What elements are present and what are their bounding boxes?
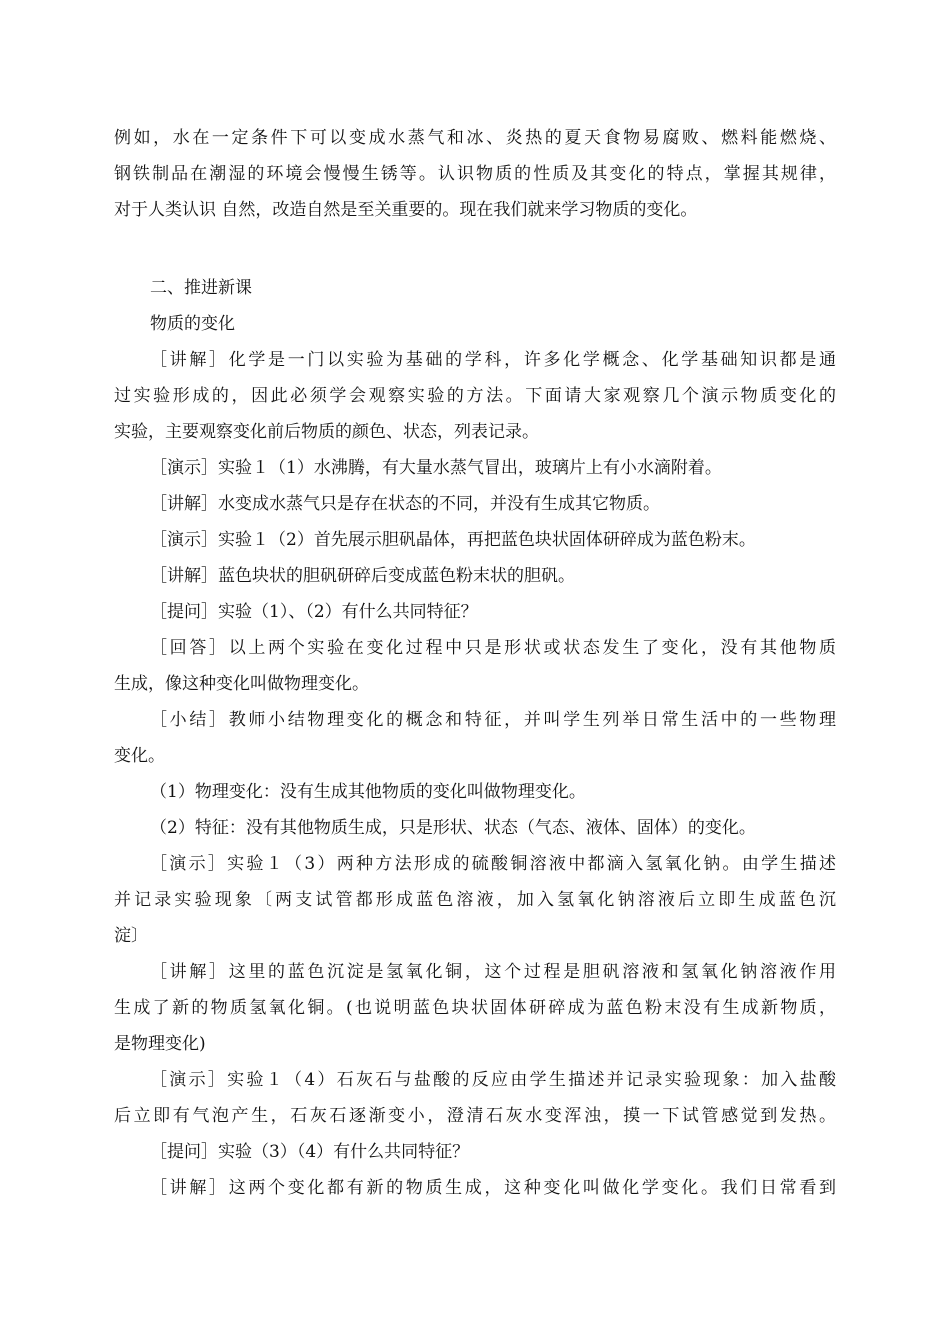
subheading: 物质的变化 (150, 314, 235, 334)
paragraph-line: 并记录实验现象〔两支试管都形成蓝色溶液，加入氢氧化钠溶液后立即生成蓝色沉 (114, 890, 836, 910)
paragraph-line: ［小结］教师小结物理变化的概念和特征，并叫学生列举日常生活中的一些物理 (150, 710, 836, 730)
paragraph-line: 淀〕 (114, 926, 148, 946)
paragraph-line: 生成了新的物质氢氧化铜。(也说明蓝色块状固体研碎成为蓝色粉末没有生成新物质， (114, 998, 836, 1018)
paragraph-line: 后立即有气泡产生，石灰石逐渐变小，澄清石灰水变浑浊，摸一下试管感觉到发热。 (114, 1106, 836, 1126)
paragraph-line: ［演示］实验１（2）首先展示胆矾晶体，再把蓝色块状固体研碎成为蓝色粉末。 (150, 530, 756, 550)
paragraph-line: （2）特征：没有其他物质生成，只是形状、状态（气态、液体、固体）的变化。 (150, 818, 756, 838)
paragraph-line: ［讲解］化学是一门以实验为基础的学科，许多化学概念、化学基础知识都是通 (150, 350, 836, 370)
intro-line: 例如，水在一定条件下可以变成水蒸气和冰、炎热的夏天食物易腐败、燃料能燃烧、 (114, 128, 836, 148)
paragraph-line: 生成，像这种变化叫做物理变化。 (114, 674, 369, 694)
paragraph-line: 变化。 (114, 746, 165, 766)
intro-line: 对于人类认识 自然，改造自然是至关重要的。现在我们就来学习物质的变化。 (114, 200, 698, 220)
paragraph-line: ［演示］实验１（3）两种方法形成的硫酸铜溶液中都滴入氢氧化钠。由学生描述 (150, 854, 836, 874)
paragraph-line: 过实验形成的，因此必须学会观察实验的方法。下面请大家观察几个演示物质变化的 (114, 386, 836, 406)
intro-line: 钢铁制品在潮湿的环境会慢慢生锈等。认识物质的性质及其变化的特点，掌握其规律， (114, 164, 836, 184)
paragraph-line: （1）物理变化：没有生成其他物质的变化叫做物理变化。 (150, 782, 586, 802)
paragraph-line: ［提问］实验（1）、（2）有什么共同特征？ (150, 602, 478, 622)
paragraph-line: ［演示］实验１（4）石灰石与盐酸的反应由学生描述并记录实验现象：加入盐酸 (150, 1070, 836, 1090)
paragraph-line: ［回答］以上两个实验在变化过程中只是形状或状态发生了变化，没有其他物质 (150, 638, 836, 658)
paragraph-line: ［讲解］水变成水蒸气只是存在状态的不同，并没有生成其它物质。 (150, 494, 660, 514)
paragraph-line: ［演示］实验１（1）水沸腾，有大量水蒸气冒出，玻璃片上有小水滴附着。 (150, 458, 722, 478)
paragraph-line: ［讲解］蓝色块状的胆矾研碎后变成蓝色粉末状的胆矾。 (150, 566, 575, 586)
paragraph-line: ［讲解］这两个变化都有新的物质生成，这种变化叫做化学变化。我们日常看到 (150, 1178, 836, 1198)
paragraph-line: ［提问］实验（3）（4）有什么共同特征？ (150, 1142, 470, 1162)
section-heading: 二、推进新课 (150, 278, 252, 298)
paragraph-line: 是物理变化) (114, 1034, 206, 1054)
paragraph-line: ［讲解］这里的蓝色沉淀是氢氧化铜，这个过程是胆矾溶液和氢氧化钠溶液作用 (150, 962, 836, 982)
document-page (114, 120, 836, 1206)
paragraph-line: 实验，主要观察变化前后物质的颜色、状态，列表记录。 (114, 422, 539, 442)
